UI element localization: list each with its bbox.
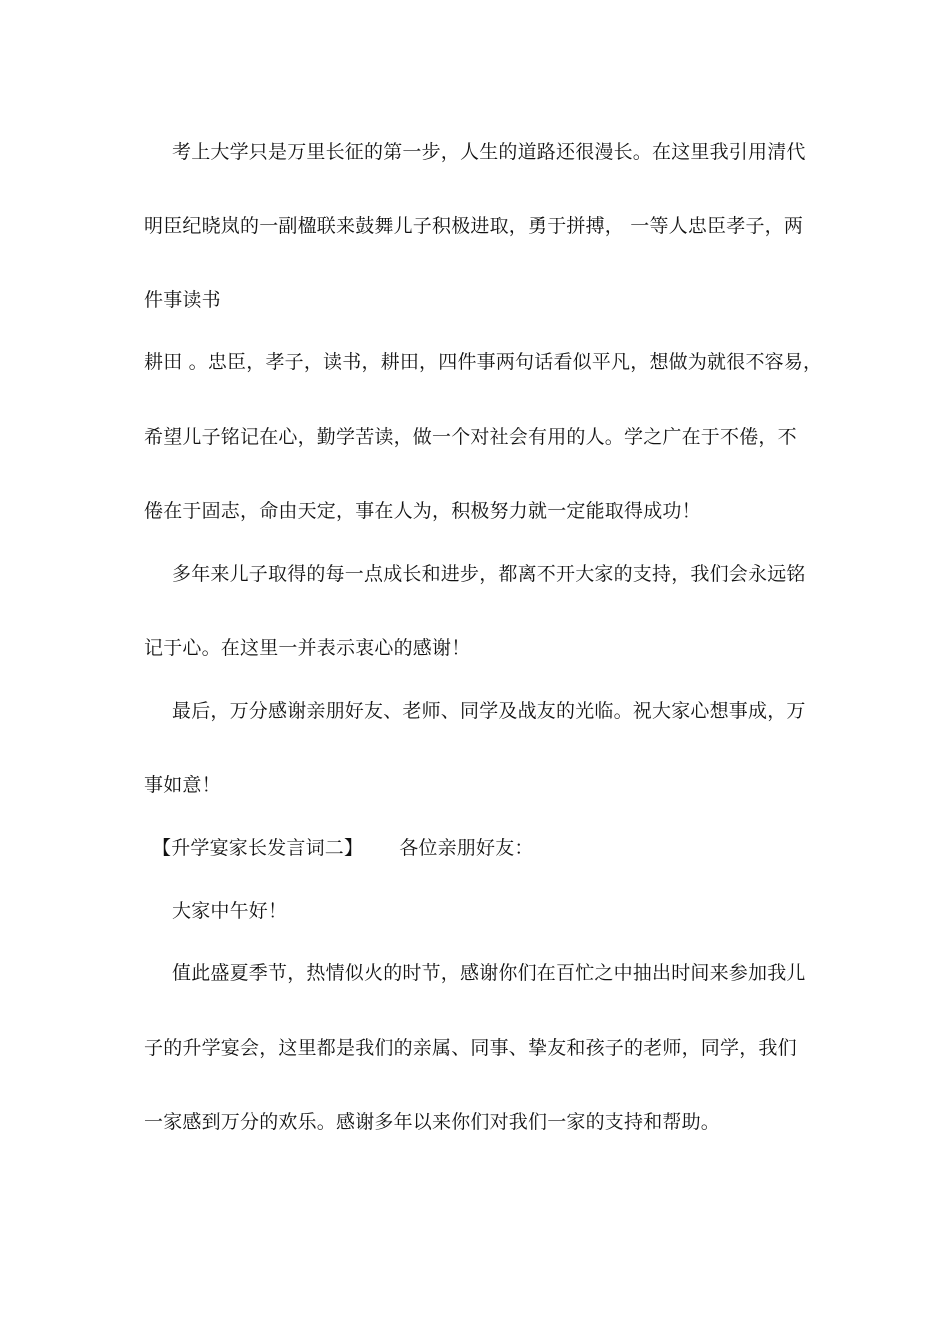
paragraph-line: 子的升学宴会，这里都是我们的亲属、同事、挚友和孩子的老师，同学，我们 [144, 1037, 797, 1059]
paragraph-line: 希望儿子铭记在心，勤学苦读，做一个对社会有用的人。学之广在于不倦，不 [144, 426, 797, 448]
section-heading-line [152, 836, 534, 860]
section-heading-title: 【升学宴家长发言词二】 [152, 837, 364, 859]
paragraph-line: 考上大学只是万里长征的第一步，人生的道路还很漫长。在这里我引用清代 [172, 141, 806, 163]
section-heading-greeting: 各位亲朋好友： [399, 837, 534, 859]
paragraph-line: 多年来儿子取得的每一点成长和进步，都离不开大家的支持，我们会永远铭 [172, 563, 806, 585]
paragraph-line: 最后，万分感谢亲朋好友、老师、同学及战友的光临。祝大家心想事成，万 [172, 700, 806, 722]
paragraph-line: 耕田 。忠臣，孝子，读书，耕田，四件事两句话看似平凡，想做为就很不容易， [144, 351, 823, 373]
paragraph-line: 大家中午好！ [172, 900, 288, 922]
paragraph-line: 一家感到万分的欢乐。感谢多年以来你们对我们一家的支持和帮助。 [144, 1111, 721, 1133]
paragraph-line: 事如意！ [144, 774, 221, 796]
paragraph-line: 记于心。在这里一并表示衷心的感谢！ [144, 637, 471, 659]
paragraph-line: 倦在于固志，命由天定，事在人为，积极努力就一定能取得成功！ [144, 500, 701, 522]
paragraph-line: 值此盛夏季节，热情似火的时节，感谢你们在百忙之中抽出时间来参加我儿 [172, 962, 806, 984]
paragraph-line: 件事读书 [144, 289, 221, 311]
paragraph-line: 明臣纪晓岚的一副楹联来鼓舞儿子积极进取，勇于拼搏， 一等人忠臣孝子，两 [144, 215, 804, 237]
